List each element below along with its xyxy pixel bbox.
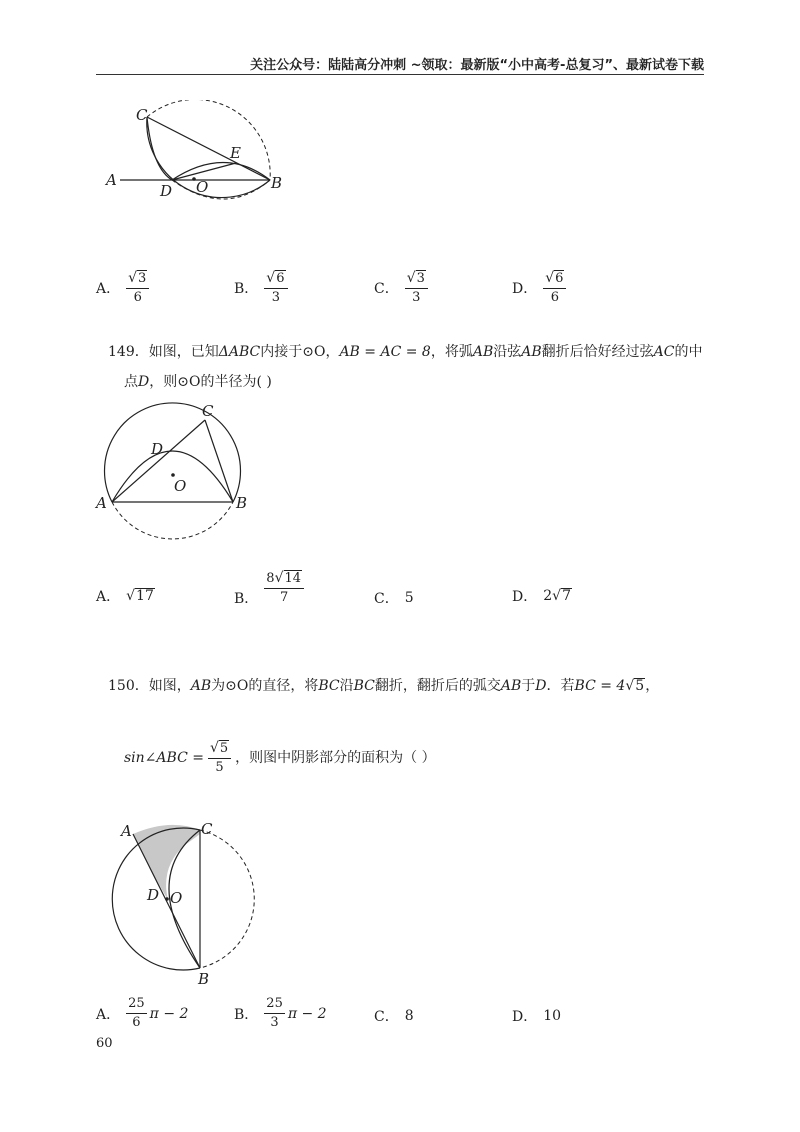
q149-label-a: A: [96, 494, 107, 512]
q148-circle-dashed: [147, 100, 270, 180]
q149-label-d: D: [151, 440, 164, 458]
q148-label-e: E: [230, 144, 241, 162]
q148-label-b: B: [271, 174, 283, 192]
q148-option-b: B． √ 6 3: [234, 270, 288, 306]
q150-circle-dashed: [200, 830, 254, 968]
q148-label-a: A: [106, 171, 117, 189]
q148-option-c: C． √ 3 3: [374, 270, 428, 306]
q148-label-c: C: [136, 106, 148, 124]
q149-label-b: B: [236, 494, 248, 512]
q148-label-o: O: [196, 178, 209, 196]
q149-figure: [92, 400, 262, 570]
q150-center-dot: [165, 897, 169, 901]
q150-text-line2: sin∠ABC = √ 5 5 ，则图中阴影部分的面积为（ ）: [124, 740, 436, 775]
q150-option-d: D． 10: [512, 1008, 562, 1025]
q150-label-a: A: [121, 822, 132, 840]
q150-option-b: B． $\frac{25}{3}$ π − 2: [234, 996, 327, 1030]
q150-label-b: B: [198, 970, 210, 988]
q149-option-a: A． √ 17: [96, 588, 154, 605]
q150-shaded-region: [133, 825, 200, 900]
q149-label-c: C: [202, 402, 214, 420]
q150-option-a: A． $\frac{25}{6}$ π − 2: [96, 996, 189, 1030]
q150-label-c: C: [201, 820, 213, 838]
q149-option-b: B． 8 √ 14 7: [234, 568, 304, 608]
q149-chord-ac: [112, 420, 205, 502]
q149-option-c: C． 5: [374, 590, 414, 607]
q150-figure: [88, 818, 258, 988]
q149-text-line2: 点D，则⊙O的半径为( ): [124, 374, 272, 390]
q148-arc-folded: [172, 163, 270, 181]
q149-label-o: O: [174, 477, 187, 495]
page-header: 关注公众号：陆陆高分冲刺 ~领取：最新版“小中高考-总复习”、最新试卷下载: [250, 58, 704, 73]
q150-text-line1: 150．如图，AB为⊙O的直径，将BC沿BC翻折，翻折后的弧交AB于D．若BC = 4 √ 5 ，: [108, 678, 660, 694]
q148-option-d: D． √ 6 6: [512, 270, 566, 306]
q150-label-d: D: [147, 886, 160, 904]
q149-circle-solid: [105, 403, 241, 502]
header-rule: [96, 74, 704, 75]
q148-label-d: D: [160, 182, 173, 200]
q150-label-o: O: [170, 889, 183, 907]
q148-option-a: A． √ 3 6: [96, 270, 149, 306]
q150-option-c: C． 8: [374, 1008, 414, 1025]
q149-text-line1: 149．如图，已知ΔABC内接于⊙O，AB = AC = 8，将弧AB沿弦AB翻折后恰好经过弦AC的中: [108, 344, 703, 360]
q149-circle-dashed: [112, 502, 233, 539]
q148-figure: [100, 100, 290, 260]
page-number: 60: [96, 1036, 113, 1051]
q149-option-d: D． 2 √ 7: [512, 588, 571, 605]
